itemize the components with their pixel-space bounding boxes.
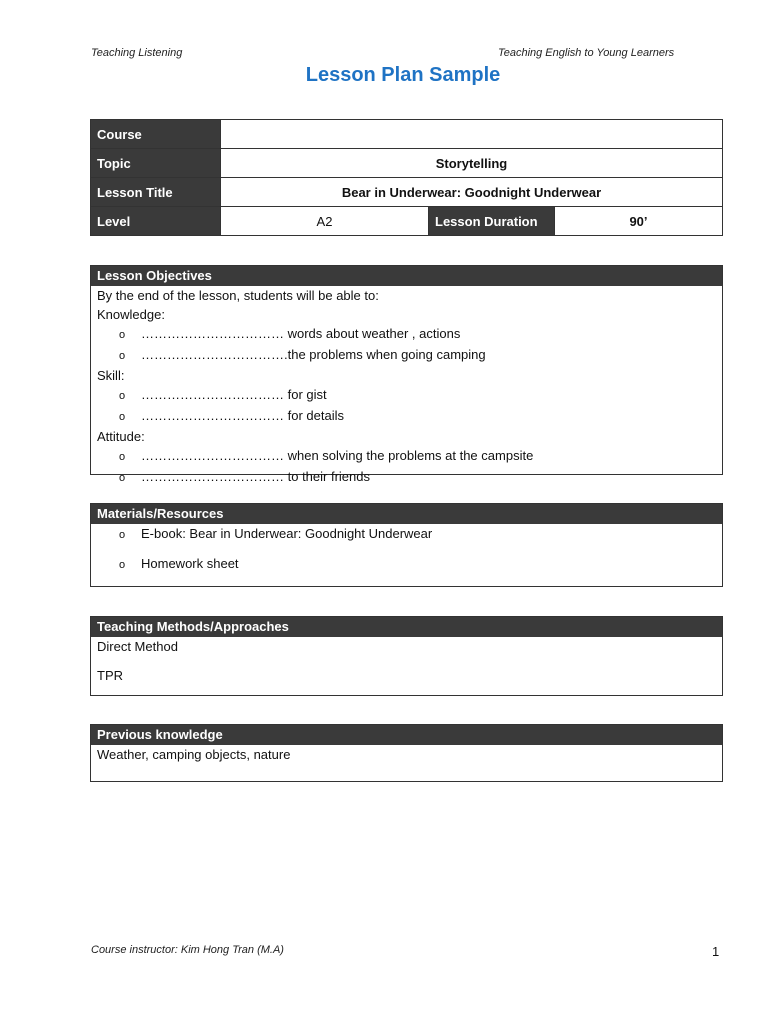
- table-row: [91, 178, 723, 207]
- objectives-section: [90, 265, 723, 484]
- table-row: [91, 207, 723, 236]
- previous-knowledge-section: [90, 724, 723, 782]
- duration-label: Lesson Duration: [429, 207, 555, 236]
- methods-heading: Teaching Methods/Approaches: [91, 617, 722, 637]
- course-label: Course: [91, 120, 221, 149]
- materials-section: [90, 503, 723, 587]
- level-value: A2: [221, 207, 429, 236]
- header-right-text: Teaching English to Young Learners: [498, 47, 675, 59]
- table-row: [91, 149, 723, 178]
- bullet-icon: o: [119, 472, 126, 484]
- bullet-icon: o: [119, 390, 126, 402]
- bullet-icon: o: [119, 329, 126, 341]
- duration-value: 90’: [555, 207, 723, 236]
- materials-heading: Materials/Resources: [91, 504, 722, 524]
- table-row: [91, 120, 723, 149]
- lesson-info-table: [90, 119, 723, 236]
- list-item: o …………………………… words about weather , actions: [97, 324, 716, 345]
- page-title: Lesson Plan Sample: [305, 64, 501, 86]
- footer-instructor: Course instructor: Kim Hong Tran (M.A): [91, 944, 284, 956]
- objectives-heading: Lesson Objectives: [91, 266, 722, 286]
- list-item: o …………………………… when solving the problems at the campsite: [97, 446, 716, 467]
- bullet-icon: o: [119, 451, 126, 463]
- list-item: o …………………………… to their friends: [97, 467, 716, 488]
- header-left-text: Teaching Listening: [91, 47, 183, 59]
- bullet-icon: o: [119, 559, 126, 571]
- skill-label: Skill:: [97, 368, 125, 383]
- list-item: o Homework sheet: [97, 554, 716, 575]
- list-item: o …………………………… for details: [97, 406, 716, 427]
- list-item: o …………………………… for gist: [97, 385, 716, 406]
- page-number: 1: [712, 944, 720, 959]
- list-item: o E-book: Bear in Underwear: Goodnight Underwear: [97, 524, 716, 545]
- method-item: Direct Method: [97, 639, 178, 654]
- method-item: TPR: [97, 668, 123, 683]
- methods-section: [90, 616, 723, 696]
- topic-value: Storytelling: [221, 149, 723, 178]
- level-label: Level: [91, 207, 221, 236]
- previous-knowledge-heading: Previous knowledge: [91, 725, 722, 745]
- topic-label: Topic: [91, 149, 221, 178]
- lesson-title-label: Lesson Title: [91, 178, 221, 207]
- lesson-title-value: Bear in Underwear: Goodnight Underwear: [221, 178, 723, 207]
- course-value: [221, 120, 723, 149]
- knowledge-label: Knowledge:: [97, 307, 165, 322]
- bullet-icon: o: [119, 350, 126, 362]
- bullet-icon: o: [119, 411, 126, 423]
- bullet-icon: o: [119, 529, 126, 541]
- attitude-label: Attitude:: [97, 429, 145, 444]
- list-item: o …………………………….the problems when going camping: [97, 345, 716, 366]
- objectives-intro: By the end of the lesson, students will be able to:: [97, 288, 379, 303]
- previous-knowledge-text: Weather, camping objects, nature: [97, 747, 291, 762]
